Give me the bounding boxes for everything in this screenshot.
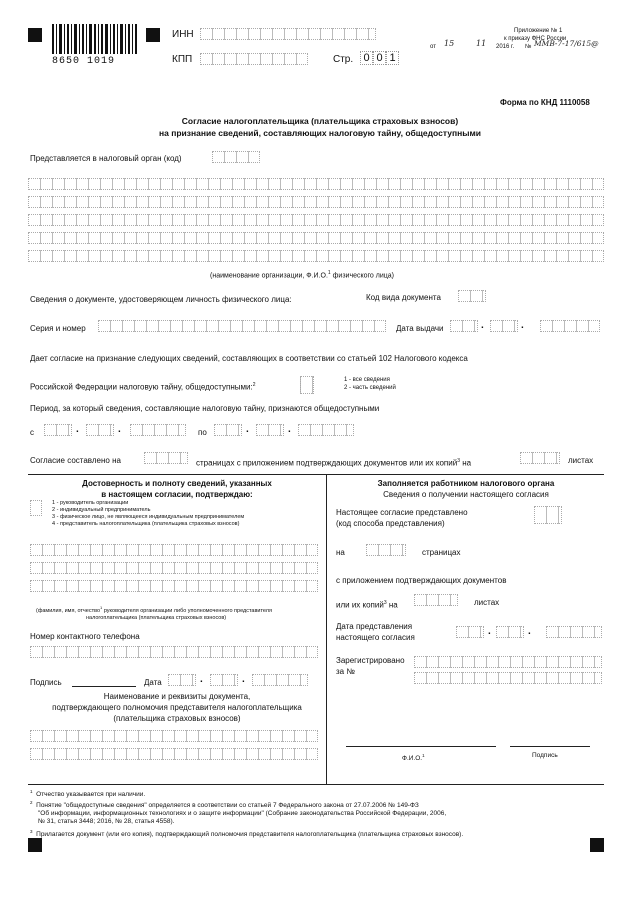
issue-day-field[interactable] xyxy=(450,320,478,332)
submission-method-field[interactable] xyxy=(534,506,562,524)
fio-caption2: руководителя организации либо уполномоченного представителя xyxy=(103,607,272,614)
submitted-label-1: Настоящее согласие представлено xyxy=(336,508,468,517)
kpp-field[interactable] xyxy=(200,53,308,65)
date-dot: . xyxy=(481,320,484,331)
date-dot: . xyxy=(200,674,203,685)
date-submitted-label-1: Дата представления xyxy=(336,622,413,631)
footnote-1 xyxy=(30,788,463,799)
footnote-3-text: Прилагается документ (или его копия), подтверждающий полномочия представителя налогоплательщика (плательщика страховых взносов). xyxy=(36,831,464,839)
appendix-year: 2016 г. xyxy=(496,44,515,50)
left-heading-line2: в настоящем согласии, подтверждаю: xyxy=(101,490,253,499)
footnote-1-text: Отчество указывается при наличии. xyxy=(36,791,146,799)
footnotes xyxy=(30,788,463,839)
title-line1: Согласие налогоплательщика (плательщика страховых взносов) xyxy=(181,116,459,126)
org-name-caption-text: (наименование организации, Ф.И.О. xyxy=(210,272,328,280)
corner-marker-top-left xyxy=(28,28,42,42)
footnote-2-text-a: Понятие "общедоступные сведения" определяется в соответствии со статьей 7 Федерального закона от 27.07.2006 № 149-ФЗ xyxy=(36,802,419,810)
appendix-from: от xyxy=(430,44,436,50)
section-divider-middle xyxy=(326,474,327,784)
period-from-year[interactable] xyxy=(130,424,186,436)
org-name-row-3[interactable] xyxy=(28,214,604,226)
series-number-label: Серия и номер xyxy=(30,324,86,333)
option-part: 2 - часть сведений xyxy=(344,385,396,391)
officer-fio-label: Ф.И.О. xyxy=(402,755,423,763)
series-number-field[interactable] xyxy=(98,320,386,332)
inn-field[interactable] xyxy=(200,28,376,40)
signature-label: Подпись xyxy=(30,678,62,687)
org-name-caption-sup: 1 xyxy=(327,270,331,276)
date-dot: . xyxy=(288,424,291,435)
sign-day-field[interactable] xyxy=(168,674,196,686)
signer-fio-row-2[interactable] xyxy=(30,562,318,574)
on-label: на xyxy=(462,458,472,468)
id-doc-label: Сведения о документе, удостоверяющем личность физического лица: xyxy=(30,295,292,304)
period-to-day[interactable] xyxy=(214,424,242,436)
footnote-2-text-c: № 31, статья 3448; 2016, № 28, статья 4558). xyxy=(38,818,175,826)
fio-caption-line1 xyxy=(36,604,272,615)
date-submitted-label-2: настоящего согласия xyxy=(336,633,415,642)
date-label: Дата xyxy=(144,678,162,687)
officer-signature-caption: Подпись xyxy=(532,752,558,759)
kpp-label: КПП xyxy=(172,54,193,65)
page-label: Стр. xyxy=(333,54,354,65)
fio-caption-sup: 1 xyxy=(100,605,103,610)
issue-date-label: Дата выдачи xyxy=(396,324,444,333)
officer-signature-line[interactable] xyxy=(510,746,590,747)
on-pages-label: на xyxy=(336,548,345,557)
composed-pages-field[interactable] xyxy=(144,452,188,464)
date-dot: . xyxy=(118,424,121,435)
page-digit: 0 xyxy=(373,51,386,65)
sign-year-field[interactable] xyxy=(252,674,308,686)
role-item: 3 - физическое лицо, не являющееся индивидуальным предпринимателем xyxy=(52,514,245,520)
period-from-label: с xyxy=(30,428,34,437)
period-to-label: по xyxy=(198,428,207,437)
footnote-2-num: 2 xyxy=(30,800,33,806)
consent-line2-sup: 2 xyxy=(252,382,256,388)
left-heading-line1: Достоверность и полноту сведений, указанных xyxy=(82,479,272,488)
consent-line1: Дает согласие на признание следующих сведений, составляющих в соответствии со статьей 102 Налогового кодекса xyxy=(30,354,468,363)
appendix-month: 11 xyxy=(476,39,487,48)
issue-year-field[interactable] xyxy=(540,320,600,332)
pages-with-label: страницах с приложением подтверждающих документов или их копий xyxy=(196,458,458,468)
signature-line[interactable] xyxy=(72,686,136,687)
officer-fio-caption xyxy=(402,752,425,762)
registration-number-field-2[interactable] xyxy=(414,672,602,684)
appendix-line2: к приказу ФНС России xyxy=(504,36,567,42)
phone-label: Номер контактного телефона xyxy=(30,632,140,641)
appendix-day: 15 xyxy=(444,39,455,48)
role-item: 1 - руководитель организации xyxy=(52,500,129,506)
pages-label: страницах xyxy=(422,548,461,557)
consent-option-field[interactable] xyxy=(300,376,314,394)
received-month-field[interactable] xyxy=(496,626,524,638)
signer-role-field[interactable] xyxy=(30,500,42,516)
registered-label-1: Зарегистрировано xyxy=(336,656,405,665)
docs-heading-line3: (плательщика страховых взносов) xyxy=(113,714,241,723)
registered-label-2: за № xyxy=(336,667,355,676)
docs-heading-line1: Наименование и реквизиты документа, xyxy=(103,692,251,701)
signer-fio-row-1[interactable] xyxy=(30,544,318,556)
inn-label: ИНН xyxy=(172,29,194,40)
org-name-caption xyxy=(210,270,394,279)
org-name-row-1[interactable] xyxy=(28,178,604,190)
date-dot: . xyxy=(76,424,79,435)
officer-fio-sup: 1 xyxy=(422,753,425,758)
right-heading1: Заполняется работником налогового органа xyxy=(377,479,555,488)
barcode-number: 8650 1019 xyxy=(52,56,116,67)
corner-marker-top-mid xyxy=(146,28,160,42)
tax-authority-code-field[interactable] xyxy=(212,151,260,163)
signer-fio-caption xyxy=(36,604,272,622)
footnote-3 xyxy=(30,828,463,839)
date-dot: . xyxy=(242,674,245,685)
period-from-day[interactable] xyxy=(44,424,72,436)
docs-heading-line2: подтверждающего полномочия представителя налогоплательщика xyxy=(52,703,302,712)
date-dot: . xyxy=(246,424,249,435)
role-item: 2 - индивидуальный предприниматель xyxy=(52,507,151,513)
date-dot: . xyxy=(521,320,524,331)
sheets-label: листах xyxy=(568,456,594,465)
right-heading2: Сведения о получении настоящего согласия xyxy=(383,490,549,499)
received-day-field[interactable] xyxy=(456,626,484,638)
appendix-no-label: № xyxy=(525,44,532,50)
org-name-row-5[interactable] xyxy=(28,250,604,262)
appendix-no: ММВ-7-17/615@ xyxy=(534,39,599,48)
org-name-row-4[interactable] xyxy=(28,232,604,244)
corner-marker-bottom-right xyxy=(590,838,604,852)
form-code: Форма по КНД 1110058 xyxy=(500,98,590,107)
composed-on-label: Согласие составлено на xyxy=(30,456,121,465)
received-sheets-label: листах xyxy=(474,598,500,607)
tax-authority-label: Представляется в налоговый орган (код) xyxy=(30,154,182,163)
on2-label: на xyxy=(388,600,398,610)
period-to-month[interactable] xyxy=(256,424,284,436)
footnote-3-num: 3 xyxy=(30,829,33,835)
attachment-sheets-field[interactable] xyxy=(520,452,560,464)
or-copies-label: или их копий xyxy=(336,600,384,610)
issue-month-field[interactable] xyxy=(490,320,518,332)
section-divider-top xyxy=(28,474,604,475)
page-number xyxy=(360,51,399,65)
pages-with-sup: 3 xyxy=(457,458,460,464)
footnote-2 xyxy=(30,799,463,810)
org-name-caption-end: физического лица) xyxy=(332,272,394,280)
option-all: 1 - все сведения xyxy=(344,377,390,383)
doc-type-code-field[interactable] xyxy=(458,290,486,302)
title-line2: на признание сведений, составляющих налоговую тайну, общедоступными xyxy=(158,128,482,138)
page-digit: 0 xyxy=(360,51,373,65)
period-from-month[interactable] xyxy=(86,424,114,436)
fio-caption1: (фамилия, имя, отчество xyxy=(36,607,101,614)
appendix-line1: Приложение № 1 xyxy=(514,28,563,34)
with-docs-label: с приложением подтверждающих документов xyxy=(336,576,507,585)
received-sheets-field[interactable] xyxy=(414,594,458,606)
docs-row-2[interactable] xyxy=(30,748,318,760)
org-name-row-2[interactable] xyxy=(28,196,604,208)
page-digit: 1 xyxy=(386,51,399,65)
fio-caption3: налогоплательщика (плательщика страховых взносов) xyxy=(86,614,227,621)
signer-role-list xyxy=(52,500,244,528)
role-item: 4 - представитель налогоплательщика (плательщика страховых взносов) xyxy=(52,521,240,527)
registration-number-field[interactable] xyxy=(414,656,602,668)
doc-type-code-label: Код вида документа xyxy=(366,293,441,302)
pages-with-text xyxy=(196,456,471,469)
signer-fio-row-3[interactable] xyxy=(30,580,318,592)
phone-field[interactable] xyxy=(30,646,318,658)
corner-marker-bottom-left xyxy=(28,838,42,852)
period-line: Период, за который сведения, составляющие налоговую тайну, признаются общедоступными xyxy=(30,404,380,413)
docs-row-1[interactable] xyxy=(30,730,318,742)
date-dot: . xyxy=(488,626,491,637)
consent-line2-text: Российской Федерации налоговую тайну, общедоступными: xyxy=(30,382,253,392)
section-divider-bottom xyxy=(28,784,604,785)
received-year-field[interactable] xyxy=(546,626,602,638)
consent-line2 xyxy=(30,380,255,393)
or-copies-text xyxy=(336,598,398,611)
received-pages-field[interactable] xyxy=(366,544,406,556)
submitted-label-2: (код способа представления) xyxy=(336,519,445,528)
footnote-2-text-b: "Об информации, информационных технологиях и о защите информации" (Собрание законодательства Российской Федерации, 2006, xyxy=(38,810,447,818)
or-copies-sup: 3 xyxy=(383,600,387,606)
officer-fio-line[interactable] xyxy=(346,746,496,747)
date-dot: . xyxy=(528,626,531,637)
footnote-1-num: 1 xyxy=(30,789,33,794)
period-to-year[interactable] xyxy=(298,424,354,436)
sign-month-field[interactable] xyxy=(210,674,238,686)
